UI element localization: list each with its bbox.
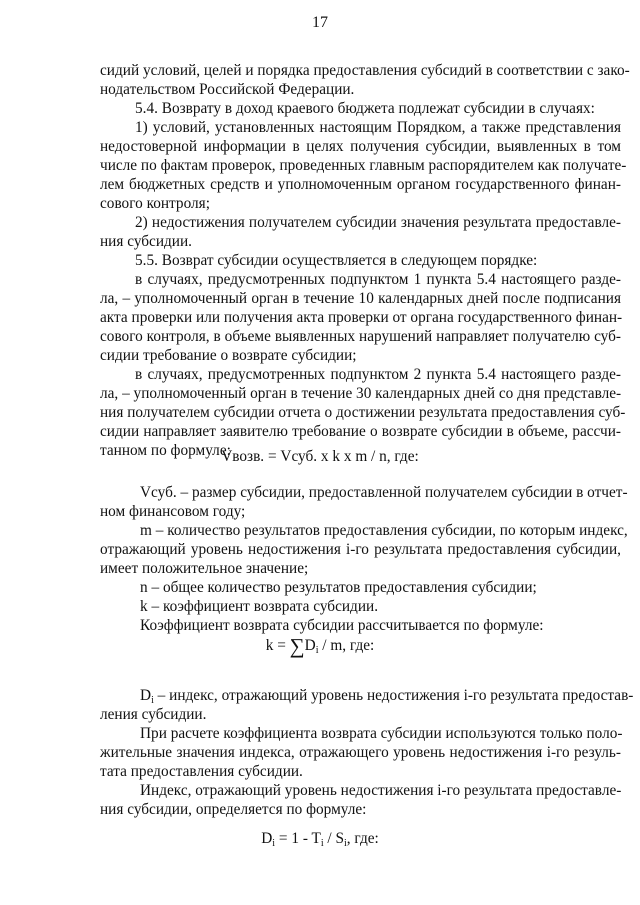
formula-di-sub3: i [344,838,347,849]
formula-di-sub1: i [272,838,276,849]
paragraph-line: ла, – уполномоченный орган в течение 10 календарных дней после подписания [100,290,621,307]
paragraph-line: отражающий уровень недостижения i-го результата предоставления субсидии, [100,541,621,558]
paragraph-line: Коэффициент возврата субсидии рассчитывается по формуле: [140,617,544,634]
paragraph-line: k – коэффициент возврата субсидии. [140,598,379,615]
paragraph-line: танном по формуле: [100,442,231,459]
formula-di-tail: , где: [346,830,379,847]
di-definition: – индекс, отражающий уровень недостижения i-го результата предостав- [153,687,634,704]
paragraph-line: нодательством Российской Федерации. [100,81,355,98]
paragraph-line: имеет положительное значение; [100,560,309,577]
paragraph-line: ном финансовом году; [100,503,246,520]
paragraph-line: сидии требование о возврате субсидии; [100,347,357,364]
paragraph-line: 5.5. Возврат субсидии осуществляется в следующем порядке: [135,252,538,269]
paragraph-line: жительные значения индекса, отражающего уровень недостижения i-го резуль- [100,744,621,761]
formula-di-mid: = 1 - T [275,830,321,847]
paragraph-line: лем бюджетных средств и уполномоченным органом государственного финан- [100,176,621,193]
paragraph-line: n – общее количество результатов предоставления субсидии; [140,579,537,596]
paragraph-line: 1) условий, установленных настоящим Порядком, а также представления [135,119,621,136]
paragraph-line: в случаях, предусмотренных подпунктом 1 пункта 5.4 настоящего разде- [135,271,621,288]
paragraph-line: сидии направляет заявителю требование о возврате субсидии в объеме, рассчи- [100,423,621,440]
formula-k-lhs: k = [265,637,290,654]
formula-di-sub2: i [320,838,324,849]
formula-k-sub: i [315,645,319,656]
paragraph-line: тата предоставления субсидии. [100,763,303,780]
formula-di-slash: / S [323,830,344,847]
paragraph-line: ния субсидии. [100,233,193,250]
paragraph-line: Индекс, отражающий уровень недостижения i-го результата предоставле- [140,782,622,799]
page-number: 17 [312,14,328,31]
paragraph-line: m – количество результатов предоставления субсидии, по которым индекс, [140,522,628,539]
paragraph-line: 2) недостижения получателем субсидии значения результата предоставле- [135,214,621,231]
sum-symbol: ∑ [289,634,305,658]
paragraph-line: При расчете коэффициента возврата субсидии используются только поло- [140,725,623,742]
paragraph-line: ния получателем субсидии отчета о достижении результата предоставления суб- [100,404,626,421]
di-subscript: i [151,695,154,706]
paragraph-line: сового контроля; [100,195,210,212]
paragraph-line: ния субсидии, определяется по формуле: [100,801,367,818]
paragraph-line: Vсуб. – размер субсидии, предоставленной получателем субсидии в отчет- [140,484,628,501]
paragraph-line: акта проверки или получения акта проверки от органа государственного финан- [100,309,623,326]
paragraph-line: 5.4. Возврату в доход краевого бюджета подлежат субсидии в случаях: [135,100,595,117]
paragraph-line: ла, – уполномоченный орган в течение 30 календарных дней со дня представле- [100,385,622,402]
paragraph-line: числе по фактам проверок, проведенных главным распорядителем как получате- [100,157,627,174]
paragraph-line: сового контроля, в объеме выявленных нарушений направляет получателю суб- [100,328,621,345]
paragraph-line: в случаях, предусмотренных подпунктом 2 пункта 5.4 настоящего разде- [135,366,621,383]
formula-k-rest: / m, где: [318,637,375,654]
paragraph-line: недостоверной информации в целях получения субсидии, выявленных в том [100,138,621,155]
formula-k-d: D [304,637,316,654]
formula-di-d: D [261,830,273,847]
formula-k [0,636,640,661]
formula-di [0,829,640,854]
paragraph-line: ления субсидии. [100,706,207,723]
formula-vozv: Vвозв. = Vсуб. x k x m / n, где: [221,448,419,465]
paragraph-line: сидий условий, целей и порядка предоставления субсидий в соответствии с зако- [100,62,630,79]
di-symbol: D [140,687,152,704]
